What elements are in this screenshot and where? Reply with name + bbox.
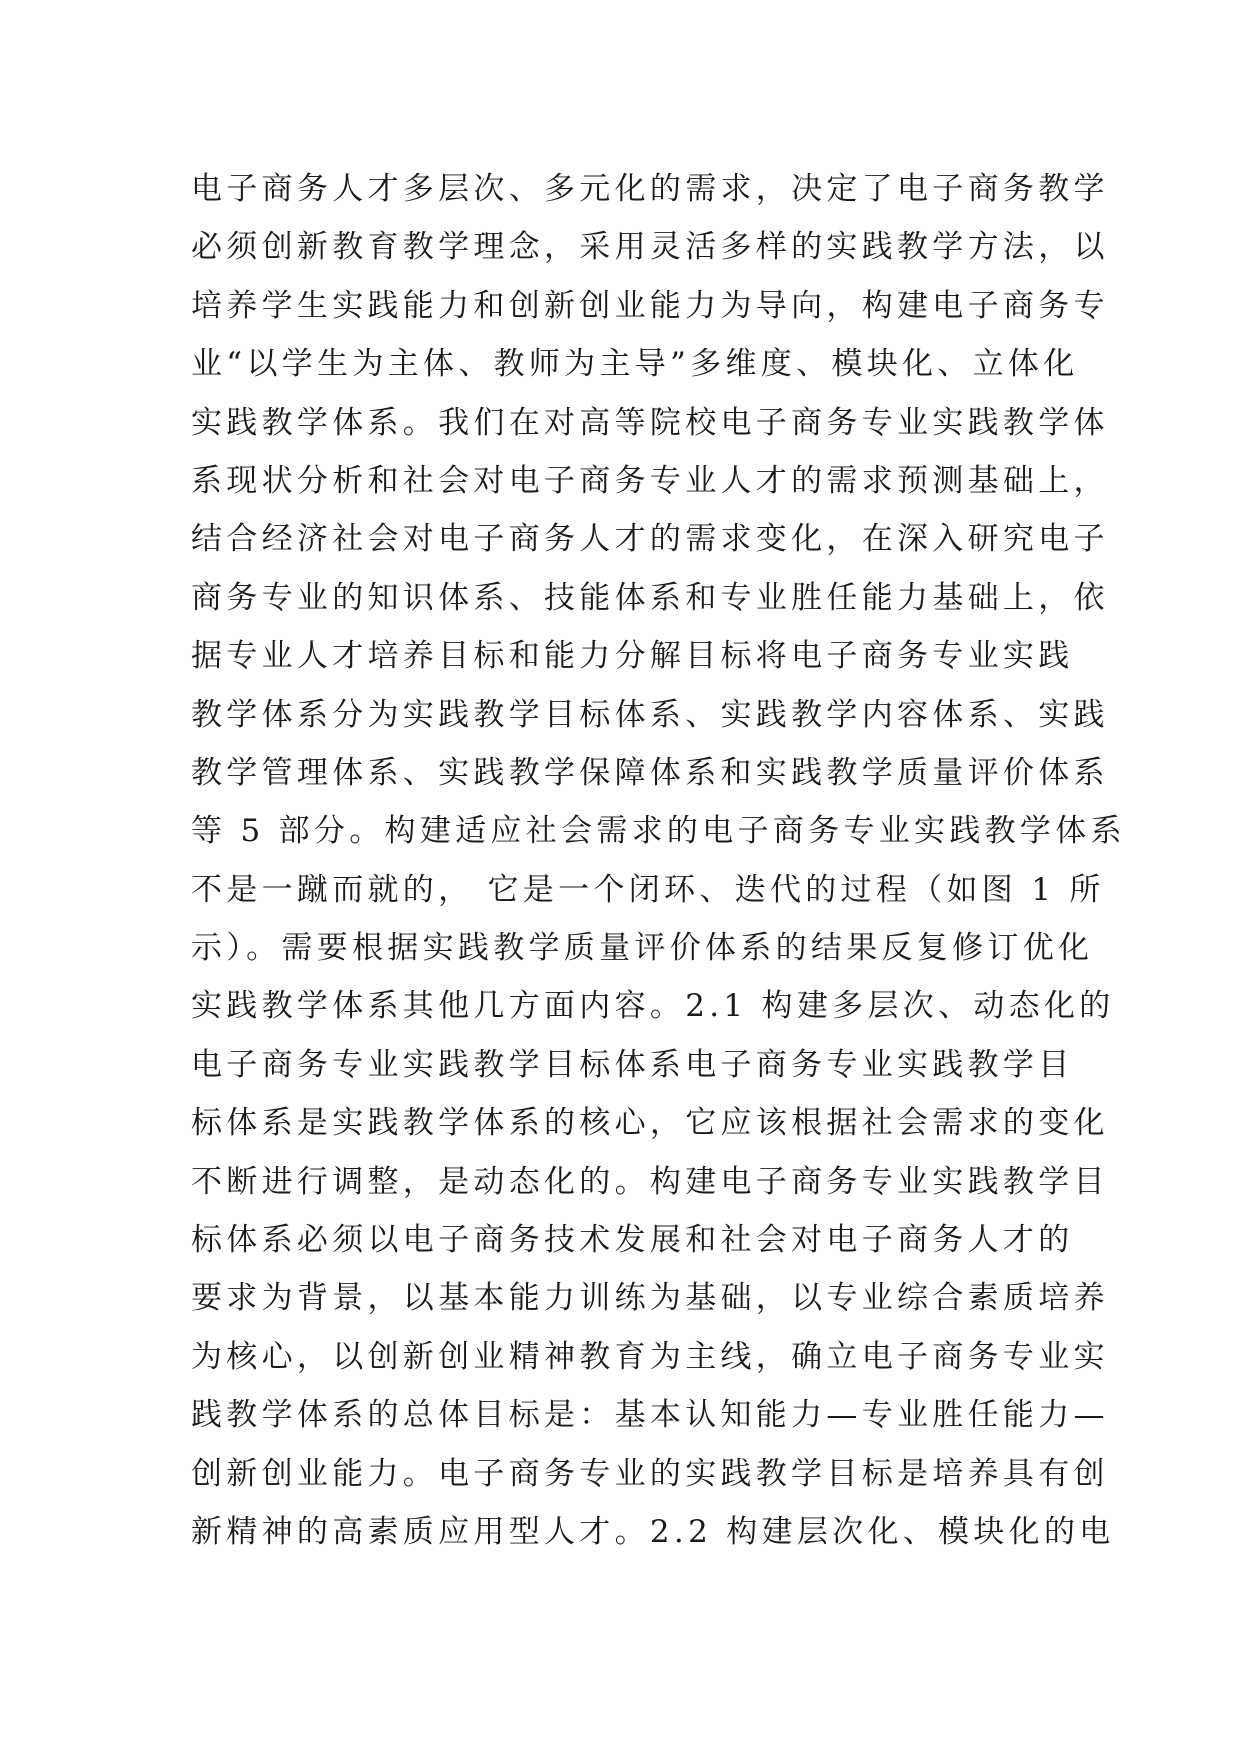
text-line: 等 5 部分。构建适应社会需求的电子商务专业实践教学体系 <box>191 813 1126 850</box>
text-line: 践教学体系的总体目标是：基本认知能力—专业胜任能力— <box>191 1397 1109 1434</box>
text-line: 电子商务人才多层次、多元化的需求，决定了电子商务教学 <box>191 171 1109 207</box>
text-line: 为核心，以创新创业精神教育为主线，确立电子商务专业实 <box>191 1338 1109 1375</box>
text-line: 商务专业的知识体系、技能体系和专业胜任能力基础上，依 <box>191 579 1109 616</box>
text-line: 要求为背景，以基本能力训练为基础，以专业综合素质培养 <box>191 1280 1109 1317</box>
text-line: 创新创业能力。电子商务专业的实践教学目标是培养具有创 <box>191 1455 1109 1492</box>
text-line: 实践教学体系。我们在对高等院校电子商务专业实践教学体 <box>191 404 1109 441</box>
text-line: 据专业人才培养目标和能力分解目标将电子商务专业实践 <box>191 638 1074 675</box>
text-line: 必须创新教育教学理念，采用灵活多样的实践教学方法，以 <box>191 229 1109 266</box>
text-line: 教学体系分为实践教学目标体系、实践教学内容体系、实践 <box>191 696 1109 733</box>
text-line: 不断进行调整，是动态化的。构建电子商务专业实践教学目 <box>191 1163 1109 1200</box>
body-text <box>191 160 1126 1561</box>
text-line: 教学管理体系、实践教学保障体系和实践教学质量评价体系 <box>191 754 1109 791</box>
text-line: 不是一蹴而就的， 它是一个闭环、迭代的过程（如图 1 所 <box>191 871 1105 908</box>
text-line: 标体系是实践教学体系的核心，它应该根据社会需求的变化 <box>191 1105 1109 1142</box>
text-line: 实践教学体系其他几方面内容。2.1 构建多层次、动态化的 <box>191 988 1115 1025</box>
text-line: 标体系必须以电子商务技术发展和社会对电子商务人才的 <box>191 1222 1074 1259</box>
text-line: 培养学生实践能力和创新创业能力为导向，构建电子商务专 <box>191 287 1109 324</box>
text-line: 系现状分析和社会对电子商务专业人才的需求预测基础上， <box>191 462 1109 499</box>
text-line: 新精神的高素质应用型人才。2.2 构建层次化、模块化的电 <box>191 1513 1115 1550</box>
text-line: 结合经济社会对电子商务人才的需求变化，在深入研究电子 <box>191 521 1109 558</box>
text-line: 示）。需要根据实践教学质量评价体系的结果反复修订优化 <box>191 930 1094 967</box>
text-line: 业“以学生为主体、教师为主导”多维度、模块化、立体化 <box>191 346 1079 383</box>
text-line: 电子商务专业实践教学目标体系电子商务专业实践教学目 <box>191 1046 1074 1083</box>
